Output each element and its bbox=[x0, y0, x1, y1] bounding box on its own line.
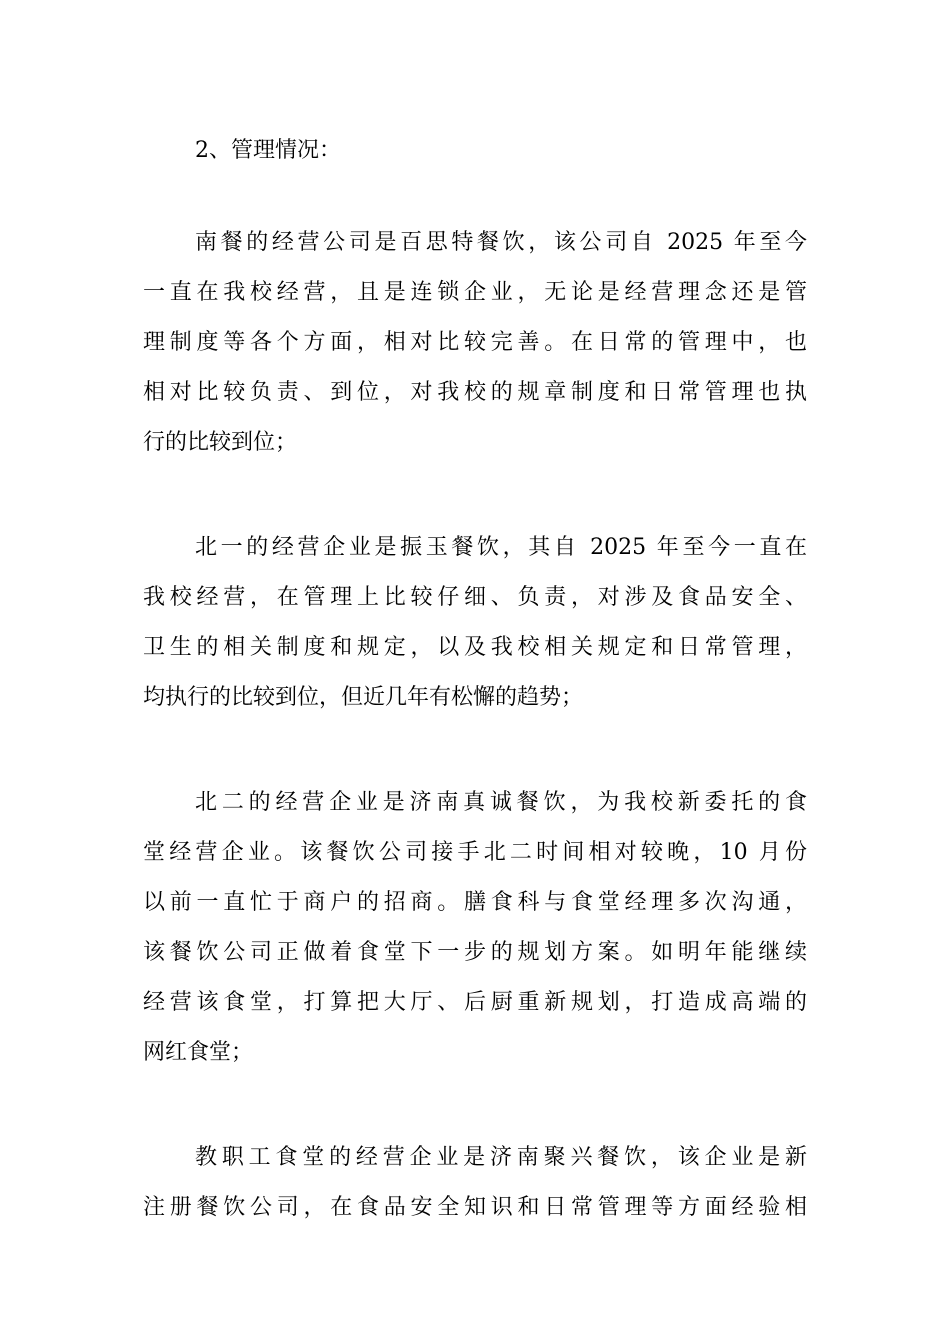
text-line: 堂经营企业。该餐饮公司接手北二时间相对较晚，10 月份 bbox=[143, 840, 807, 865]
text-line: 北一的经营企业是振玉餐饮，其自 2025 年至今一直在 bbox=[195, 535, 807, 560]
text-line: 教职工食堂的经营企业是济南聚兴餐饮，该企业是新 bbox=[195, 1145, 807, 1170]
text-line: 网红食堂； bbox=[143, 1040, 254, 1065]
text-line: 注册餐饮公司，在食品安全知识和日常管理等方面经验相 bbox=[143, 1195, 807, 1220]
section-heading: 2、管理情况： bbox=[195, 138, 341, 163]
paragraph-nancan bbox=[143, 218, 807, 468]
text-line: 行的比较到位； bbox=[143, 430, 298, 455]
text-line: 经营该食堂，打算把大厅、后厨重新规划，打造成高端的 bbox=[143, 990, 807, 1015]
text-line: 卫生的相关制度和规定，以及我校相关规定和日常管理， bbox=[143, 635, 807, 660]
paragraph-beier bbox=[143, 778, 807, 1078]
text-line: 该餐饮公司正做着食堂下一步的规划方案。如明年能继续 bbox=[143, 940, 807, 965]
spacer bbox=[143, 723, 807, 778]
spacer bbox=[143, 468, 807, 523]
text-line: 以前一直忙于商户的招商。膳食科与食堂经理多次沟通， bbox=[143, 890, 807, 915]
paragraph-staff-canteen bbox=[143, 1133, 807, 1233]
text-line: 理制度等各个方面，相对比较完善。在日常的管理中，也 bbox=[143, 330, 807, 355]
text-line: 我校经营，在管理上比较仔细、负责，对涉及食品安全、 bbox=[143, 585, 807, 610]
text-line: 北二的经营企业是济南真诚餐饮，为我校新委托的食 bbox=[195, 790, 807, 815]
document-body bbox=[143, 128, 807, 1233]
spacer bbox=[143, 173, 807, 218]
text-line: 均执行的比较到位，但近几年有松懈的趋势； bbox=[143, 685, 584, 710]
paragraph-beiyi bbox=[143, 523, 807, 723]
spacer bbox=[143, 1078, 807, 1133]
text-line: 一直在我校经营，且是连锁企业，无论是经营理念还是管 bbox=[143, 280, 807, 305]
text-line: 相对比较负责、到位，对我校的规章制度和日常管理也执 bbox=[143, 380, 807, 405]
text-line: 南餐的经营公司是百思特餐饮，该公司自 2025 年至今 bbox=[195, 230, 807, 255]
